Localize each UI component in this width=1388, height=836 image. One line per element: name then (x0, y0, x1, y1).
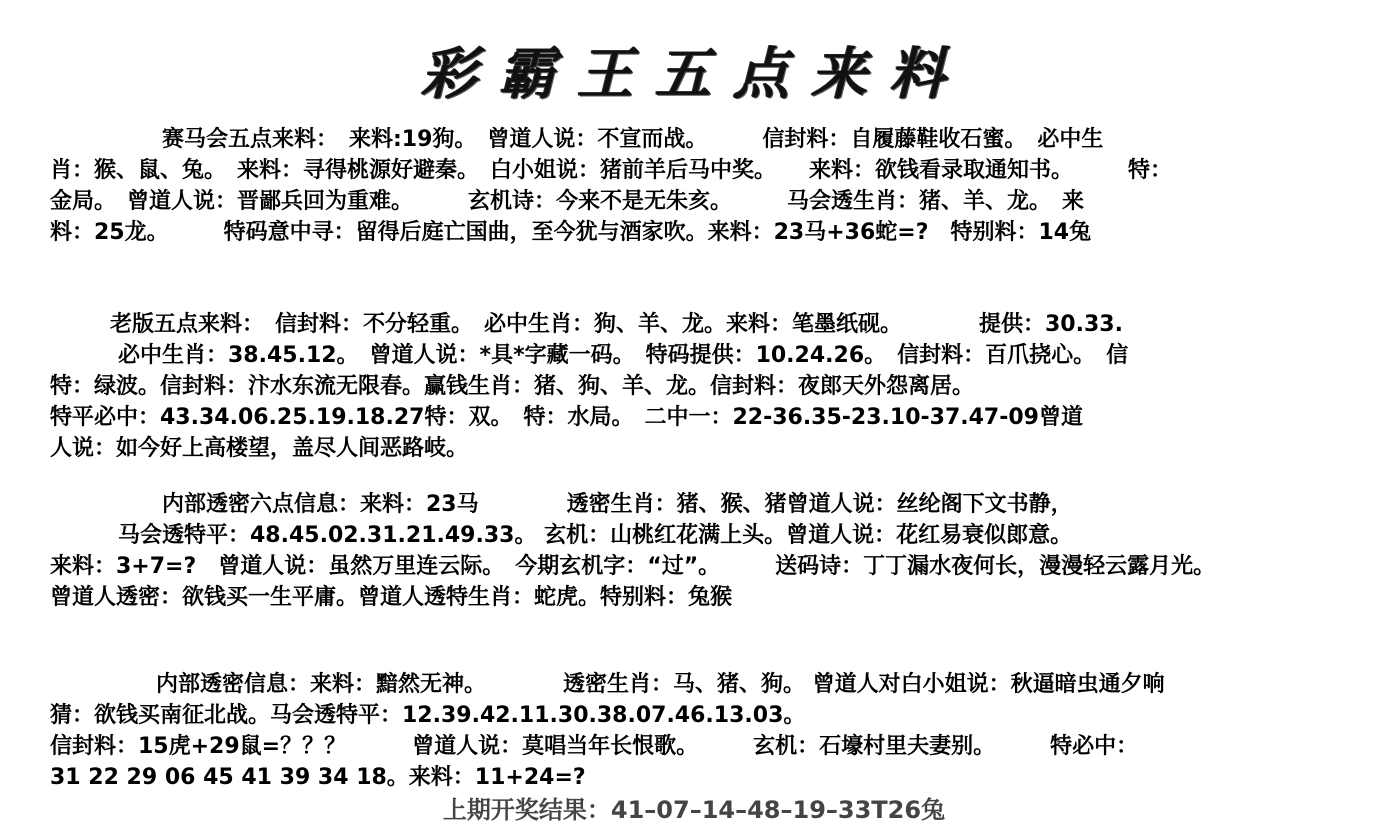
text-line: 来料：3+7=? 曾道人说：虽然万里连云际。 今期玄机字：“过”。 送码诗：丁丁漏水夜何长，漫漫轻云露月光。 (50, 554, 1216, 579)
text-line: 曾道人透密：欲钱买一生平庸。曾道人透特生肖：蛇虎。特别料：兔猴 (50, 585, 733, 610)
text-line: 特平必中：43.34.06.25.19.18.27特：双。 特：水局。 二中一：22-36.35-23.10-37.47-09曾道 (50, 405, 1083, 430)
text-line: 马会透特平：48.45.02.31.21.49.33。 玄机：山桃红花满上头。曾道人说：花红易衰似郎意。 (118, 523, 1073, 548)
text-line: 人说：如今好上高楼望，盖尽人间恶路岐。 (50, 436, 469, 461)
text-line: 信封料：15虎+29鼠=？？？ 曾道人说：莫唱当年长恨歌。 玄机：石壕村里夫妻别。 特必中： (50, 734, 1139, 759)
text-line: 金局。 曾道人说：晋鄙兵回为重难。 玄机诗：今来不是无朱亥。 马会透生肖：猪、羊、龙。 来 (50, 189, 1085, 214)
text-line: 31 22 29 06 45 41 39 34 18。来料：11+24=? (50, 765, 586, 790)
text-line: 内部透密六点信息：来料：23马 透密生肖：猪、猴、猪曾道人说：丝纶阁下文书静， (162, 492, 1073, 517)
last-draw-result: 上期开奖结果：41–07–14–48–19–33T26兔 (442, 796, 946, 824)
text-line: 必中生肖：38.45.12。 曾道人说：*具*字藏一码。 特码提供：10.24.26。 信封料：百爪挠心。 信 (118, 343, 1129, 368)
text-line: 内部透密信息：来料：黯然无神。 透密生肖：马、猪、狗。 曾道人对白小姐说：秋逼暗虫通夕响 (156, 672, 1165, 697)
text-line: 特：绿波。信封料：汴水东流无限春。赢钱生肖：猪、狗、羊、龙。信封料：夜郎天外怨离居。 (50, 374, 975, 399)
page-title: 彩霸王五点来料 (421, 41, 967, 107)
text-line: 老版五点来料： 信封料：不分轻重。 必中生肖：狗、羊、龙。来料：笔墨纸砚。 提供：30.33. (110, 312, 1123, 337)
text-line: 猜：欲钱买南征北战。马会透特平：12.39.42.11.30.38.07.46.13.03。 (50, 703, 806, 728)
text-line: 肖：猴、鼠、兔。 来料：寻得桃源好避秦。 白小姐说：猪前羊后马中奖。 来料：欲钱看录取通知书。 特： (50, 158, 1173, 183)
text-line: 赛马会五点来料： 来料:19狗。 曾道人说：不宣而战。 信封料：自履藤鞋收石蜜。 必中生 (162, 127, 1104, 152)
text-line: 料：25龙。 特码意中寻：留得后庭亡国曲，至今犹与酒家吹。来料：23马+36蛇=? 特别料：14兔 (50, 220, 1092, 245)
